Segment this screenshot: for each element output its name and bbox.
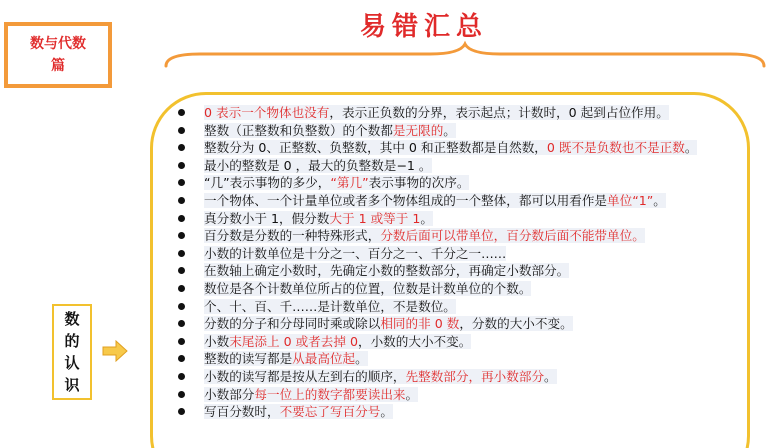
plain-text: ，分数的大小不变。 [459,316,573,332]
plain-text: “几”表示事物的多少， [204,175,331,191]
list-item-text [204,158,432,173]
list-item-text [204,404,393,419]
plain-text: ，表示正负数的分界，表示起点；计数时，0 起到占位作用。 [329,105,669,120]
side-label-char: 数 [64,310,80,328]
section-label-box [4,22,112,88]
highlight-text: 先整数部分，再小数部分 [405,368,545,384]
highlight-text: 0 既不是负数也不是正数 [546,140,685,156]
error-summary-list [176,104,716,421]
list-item-text [204,140,697,155]
plain-text: ，小数的大小不变。 [357,333,472,349]
plain-text: 在数轴上确定小数时，先确定小数的整数部分，再确定小数部分。 [204,263,570,279]
section-label-line1: 数与代数 [30,36,86,52]
list-item [176,192,716,210]
plain-text: 整数分为 0、正整数、负整数，其中 0 和正整数都是自然数， [204,140,547,156]
list-item [176,298,716,316]
list-item [176,157,716,175]
plain-text: 。 [443,122,456,138]
side-label-shu-de-renshi [52,304,92,400]
section-label-line2: 篇 [51,58,65,74]
plain-text: 小数的读写都是按从左到右的顺序， [204,368,406,384]
plain-text: 分数的分子和分母同时乘或除以 [204,316,381,332]
list-item [176,333,716,351]
plain-text: 。 [684,140,698,156]
list-item [176,174,716,192]
list-item-text [204,263,569,278]
highlight-text: 0 表示一个物体也没有 [204,105,330,120]
list-item-text [204,316,573,331]
list-item [176,368,716,386]
side-label-char: 认 [64,354,80,372]
list-item-text [204,334,471,349]
list-item-text [204,387,418,402]
plain-text: 表示事物的次序。 [368,175,470,191]
list-item [176,104,716,122]
plain-text: 个、十、百、千……是计数单位，不是数位。 [204,298,456,314]
list-item [176,122,716,140]
plain-text: 整数的读写都是 [204,351,293,367]
plain-text: 。 [405,386,419,402]
plain-text: 一个物体、一个计量单位或者多个物体组成的一个整体，都可以用看作是 [204,192,607,208]
list-item [176,315,716,333]
list-item-text [204,105,669,120]
right-arrow-icon [102,340,128,362]
side-label-char: 识 [64,376,80,394]
list-item-text [204,123,456,138]
list-item-text [204,299,456,314]
list-item [176,280,716,298]
list-item-text [204,369,557,384]
plain-text: 。 [355,351,368,367]
highlight-text: 单位“1” [607,192,654,208]
plain-text: 真分数小于 1，假分数 [204,210,330,226]
plain-text: 小数的计数单位是十分之一、百分之一、千分之一…… [204,245,507,261]
highlight-text: 从最高位起 [292,351,356,367]
highlight-text: 每一位上的数字都要读出来 [254,386,406,402]
plain-text: 最小的整数是 0 ，最大的负整数是−1 。 [204,157,432,173]
plain-text: 整数（正整数和负整数）的个数都 [204,122,393,138]
plain-text: 。 [653,192,666,208]
plain-text: 小数部分 [204,386,255,402]
highlight-text: 大于 1 或等于 1 [329,210,421,226]
list-item [176,403,716,421]
page-title: 易错汇总 [360,12,489,42]
plain-text: 百分数是分数的一种特殊形式， [204,228,381,244]
plain-text: 。 [420,210,433,226]
highlight-text: 不要忘了写百分号 [279,404,381,420]
list-item [176,262,716,280]
list-item-text [204,211,433,226]
side-label-char: 的 [64,332,80,350]
list-item-text [204,281,531,296]
list-item-text [204,175,469,190]
list-item [176,386,716,404]
list-item [176,245,716,263]
list-item-text [204,246,506,261]
plain-text: 。 [380,404,393,420]
list-item [176,210,716,228]
plain-text: 。 [544,368,557,384]
list-item-text [204,193,666,208]
highlight-text: “第几” [330,175,369,191]
list-item-text [204,228,645,243]
plain-text: 小数 [204,333,230,349]
list-item [176,350,716,368]
plain-text: 写百分数时， [204,404,280,420]
title-brace-decoration [160,40,769,80]
list-item-text [204,351,368,366]
highlight-text: 是无限的 [392,122,444,138]
list-item [176,227,716,245]
plain-text: 数位是各个计数单位所占的位置，位数是计数单位的个数。 [204,280,532,296]
highlight-text: 分数后面可以带单位，百分数后面不能带单位。 [380,228,645,244]
highlight-text: 末尾添上 0 或者去掉 0 [229,333,358,349]
list-item [176,139,716,157]
highlight-text: 相同的非 0 数 [380,316,460,332]
